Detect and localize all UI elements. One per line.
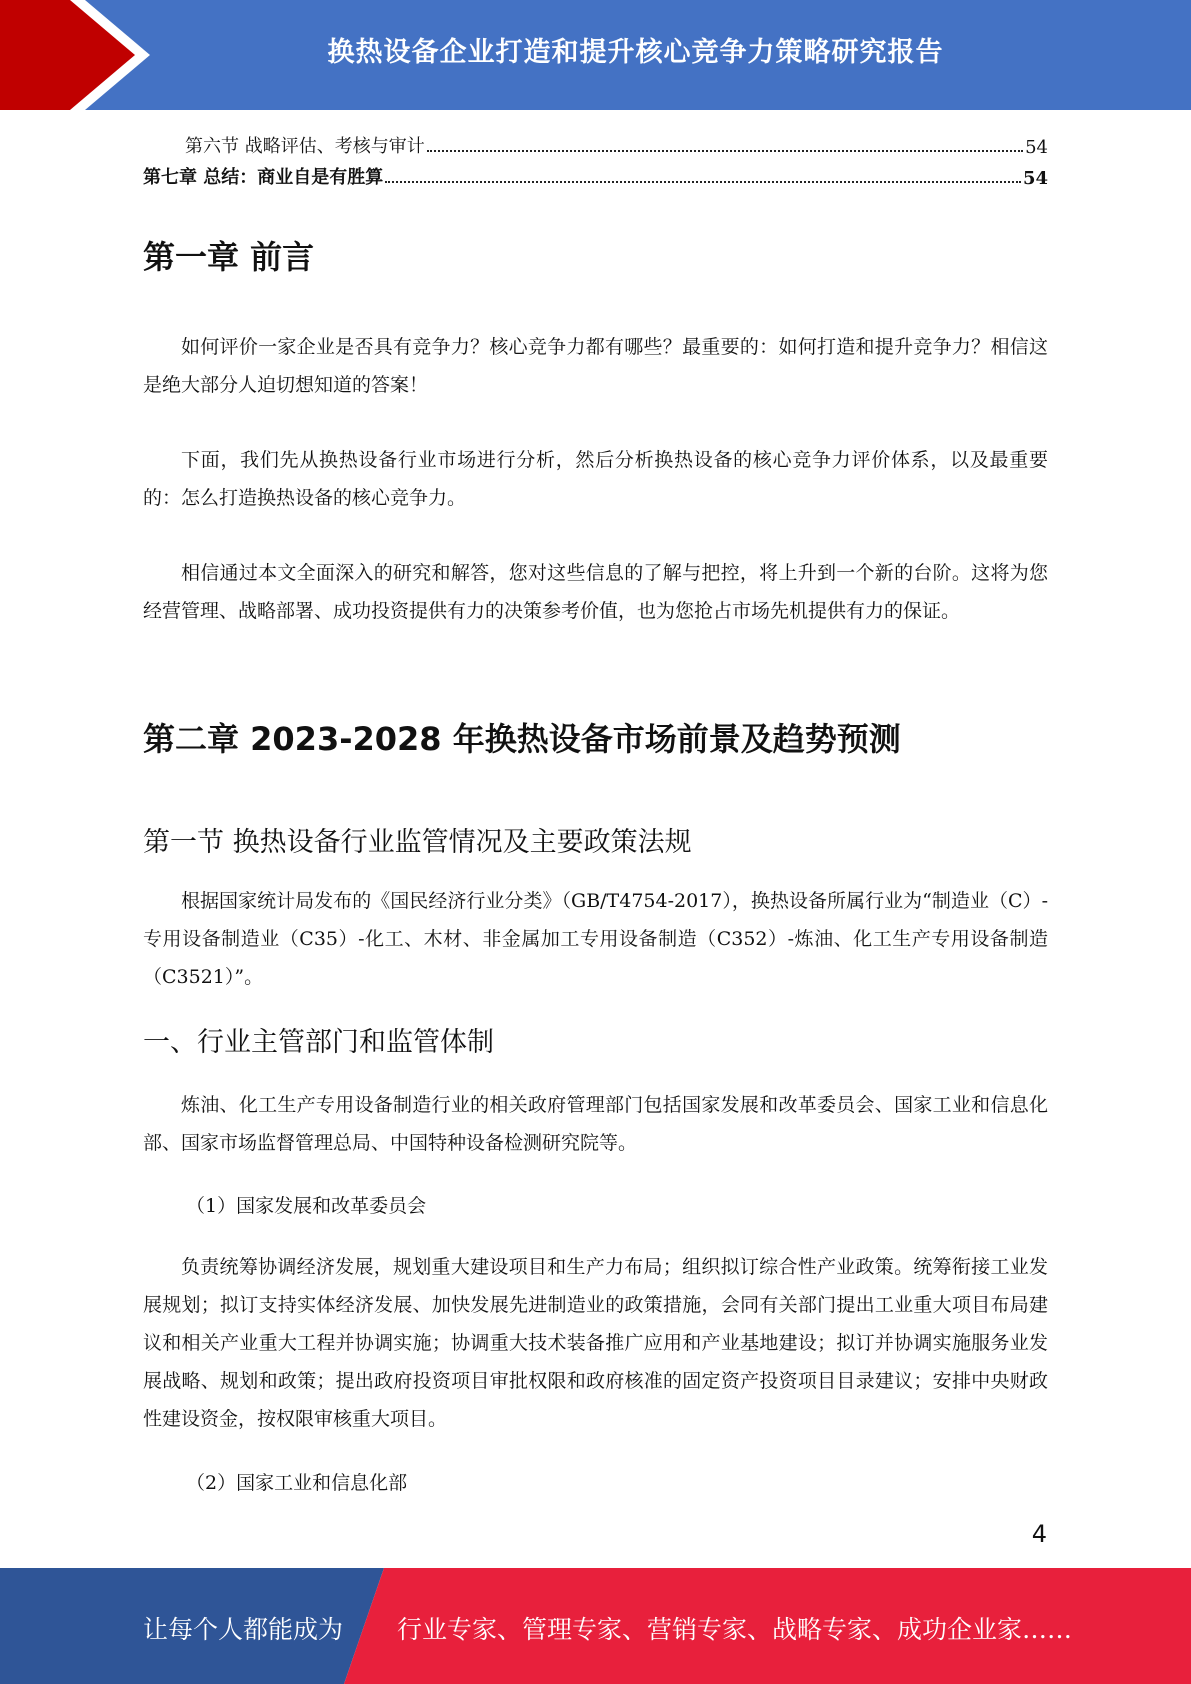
chapter1-heading: 第一章 前言 [143,238,315,276]
toc-entry-title: 第六节 战略评估、考核与审计 [185,136,425,157]
section1-paragraph: 根据国家统计局发布的《国民经济行业分类》（GB/T4754-2017），换热设备所属行业为“制造业（C）-专用设备制造业（C35）-化工、木材、非金属加工专用设备制造（C352）-炼油、化工生产专用设备制造（C3521）”。 [143,890,1048,988]
chapter1-paragraph-2: 下面，我们先从换热设备行业市场进行分析，然后分析换热设备的核心竞争力评价体系，以及最重要的：怎么打造换热设备的核心竞争力。 [143,449,1048,509]
toc-entry-page: 54 [1025,137,1048,158]
toc-leader-dots [427,150,1023,152]
toc-entry-chapter7[interactable] [143,159,1048,189]
subsection1-heading: 一、行业主管部门和监管体制 [143,1027,494,1058]
page-number: 4 [1031,1520,1047,1548]
chapter2-heading: 第二章 2023-2028 年换热设备市场前景及趋势预测 [143,720,901,758]
footer-slogan-right: 行业专家、管理专家、营销专家、战略专家、成功企业家…… [397,1615,1073,1644]
list-item-ndrc: （1）国家发展和改革委员会 [186,1195,427,1217]
footer-slogan-left: 让每个人都能成为 [143,1615,344,1644]
toc-entry-title: 第七章 总结：商业自是有胜算 [143,167,384,188]
footer-banner [0,1568,1191,1684]
chapter1-paragraph-3: 相信通过本文全面深入的研究和解答，您对这些信息的了解与把控，将上升到一个新的台阶。这将为您经营管理、战略部署、成功投资提供有力的决策参考价值，也为您抢占市场先机提供有力的保证。 [143,562,1048,622]
section1-heading: 第一节 换热设备行业监管情况及主要政策法规 [143,827,692,858]
toc-entry-page: 54 [1022,168,1048,189]
list-item-miit: （2）国家工业和信息化部 [186,1472,408,1494]
subsection1-paragraph: 炼油、化工生产专用设备制造行业的相关政府管理部门包括国家发展和改革委员会、国家工业和信息化部、国家市场监督管理总局、中国特种设备检测研究院等。 [143,1094,1048,1154]
header-banner [0,0,1191,110]
toc-entry-section6[interactable] [143,128,1048,158]
chapter1-paragraph-1: 如何评价一家企业是否具有竞争力？核心竞争力都有哪些？最重要的：如何打造和提升竞争力？相信这是绝大部分人迫切想知道的答案！ [143,336,1048,396]
ndrc-description: 负责统筹协调经济发展，规划重大建设项目和生产力布局；组织拟订综合性产业政策。统筹衔接工业发展规划；拟订支持实体经济发展、加快发展先进制造业的政策措施，会同有关部门提出工业重大项目布局建议和相关产业重大工程并协调实施；协调重大技术装备推广应用和产业基地建设；拟订并协调实施服务业发展战略、规划和政策；提出政府投资项目审批权限和政府核准的固定资产投资项目目录建议；安排中央财政性建设资金，按权限审核重大项目。 [143,1256,1048,1430]
report-title: 换热设备企业打造和提升核心竞争力策略研究报告 [327,37,944,68]
toc-leader-dots [385,181,1021,183]
